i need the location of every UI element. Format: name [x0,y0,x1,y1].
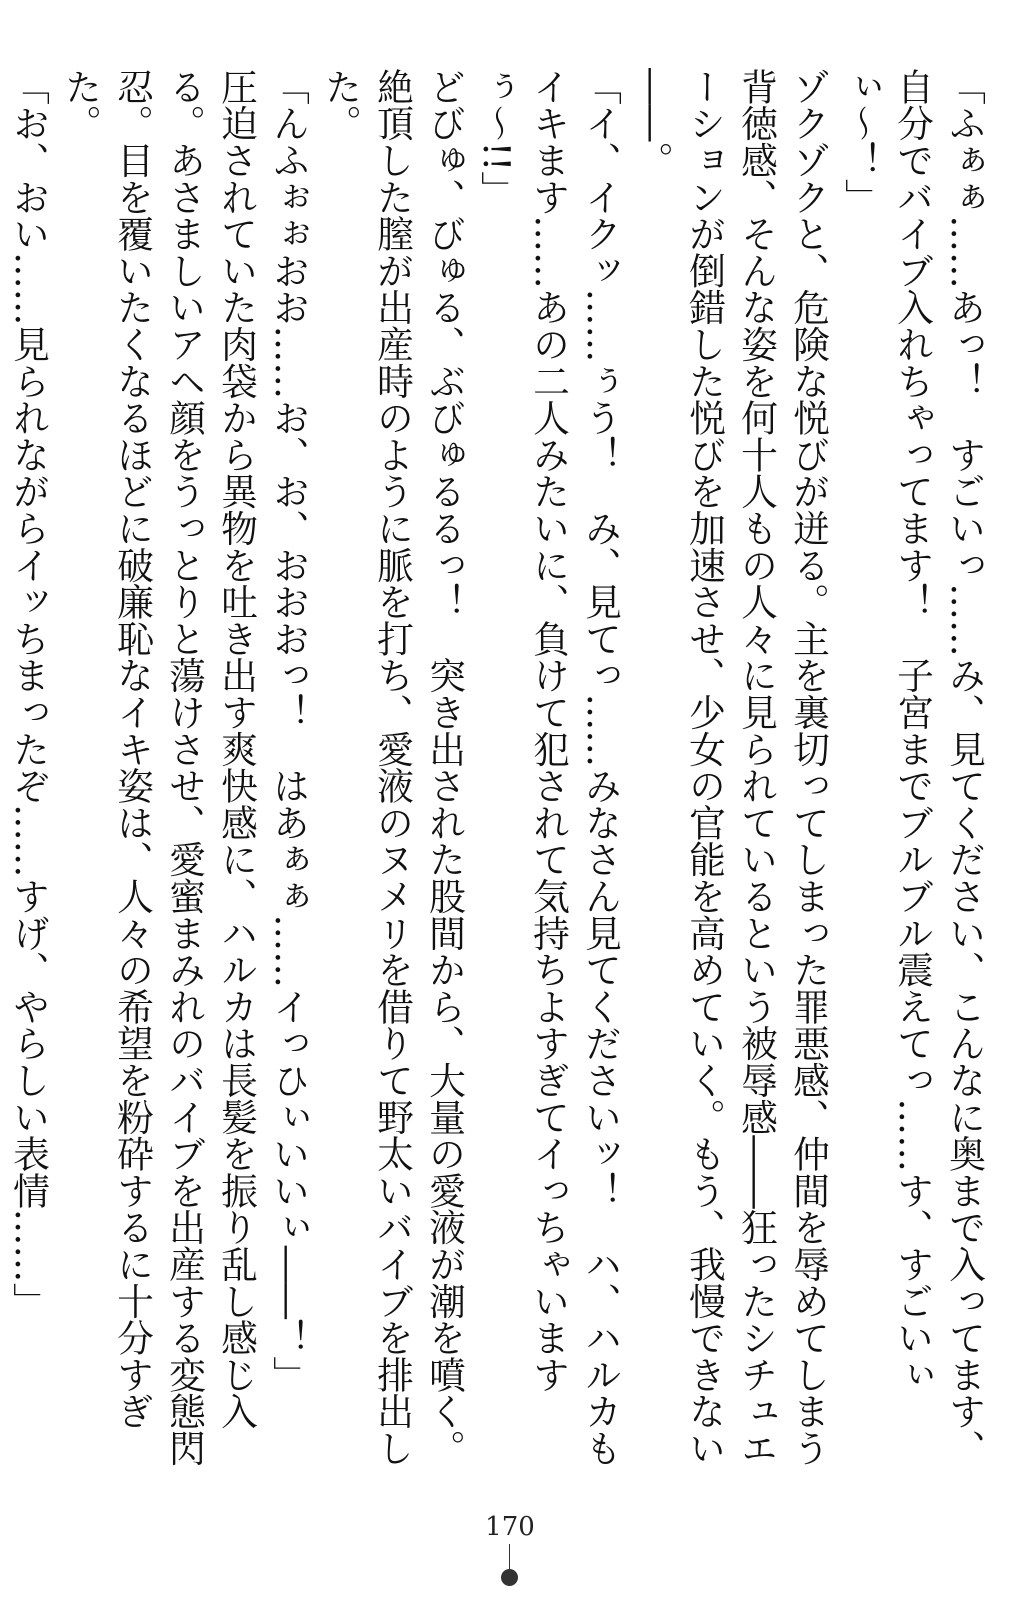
folio-dot-icon [501,1569,518,1586]
paragraph: 「イ、イクッ……ぅう！ み、見てっ……みなさん見てくださいッ！ ハ、ハルカもイキます……あの二人みたいに、負けて犯されて気持ちよすぎてイっちゃいますぅ〜!!」 [475,68,622,1467]
paragraph [0,68,2,1488]
paragraph: 「ふぁぁ……あっ！ すごいっ……み、見てください、こんなに奥まで入ってます、自分でバイブ入れちゃってます！ 子宮までブルブル震えてっ……す、すごいぃぃ〜！」 [839,68,986,1467]
paragraph: 圧迫されていた肉袋から異物を吐き出す爽快感に、ハルカは長髪を振り乱し感じ入る。あさましいアヘ顔をうっとりと蕩けさせ、愛蜜まみれのバイブを出産する変態閃忍。目を覆いたくなるほどに破廉恥なイキ姿は、人々の希望を粉砕するに十分すぎた。 [59,68,258,1467]
body-text [0,68,990,1488]
page-number: 170 [485,1512,535,1542]
paragraph: ゾクゾクと、危険な悦びが迸る。主を裏切ってしまった罪悪感、仲間を辱めてしまう背徳感、そんな姿を何十人もの人々に見られているという被辱感――狂ったシチュエーションが倒錯した悦びを加速させ、少女の官能を高めていく。もう、我慢できない――。 [631,68,830,1467]
paragraph: どびゅ、びゅる、ぶびゅるるっ！ 突き出された股間から、大量の愛液が潮を噴く。絶頂した膣が出産時のように脈を打ち、愛液のヌメリを借りて野太いバイブを排出した。 [319,68,466,1467]
paragraph: 「お、おい……見られながらイッちまったぞ……すげ、やらしい表情……」 [7,68,50,1320]
paragraph: 「んふぉぉおお……お、お、おおおっ！ はあぁぁ……イっひぃいいぃ――！」 [267,68,310,1393]
